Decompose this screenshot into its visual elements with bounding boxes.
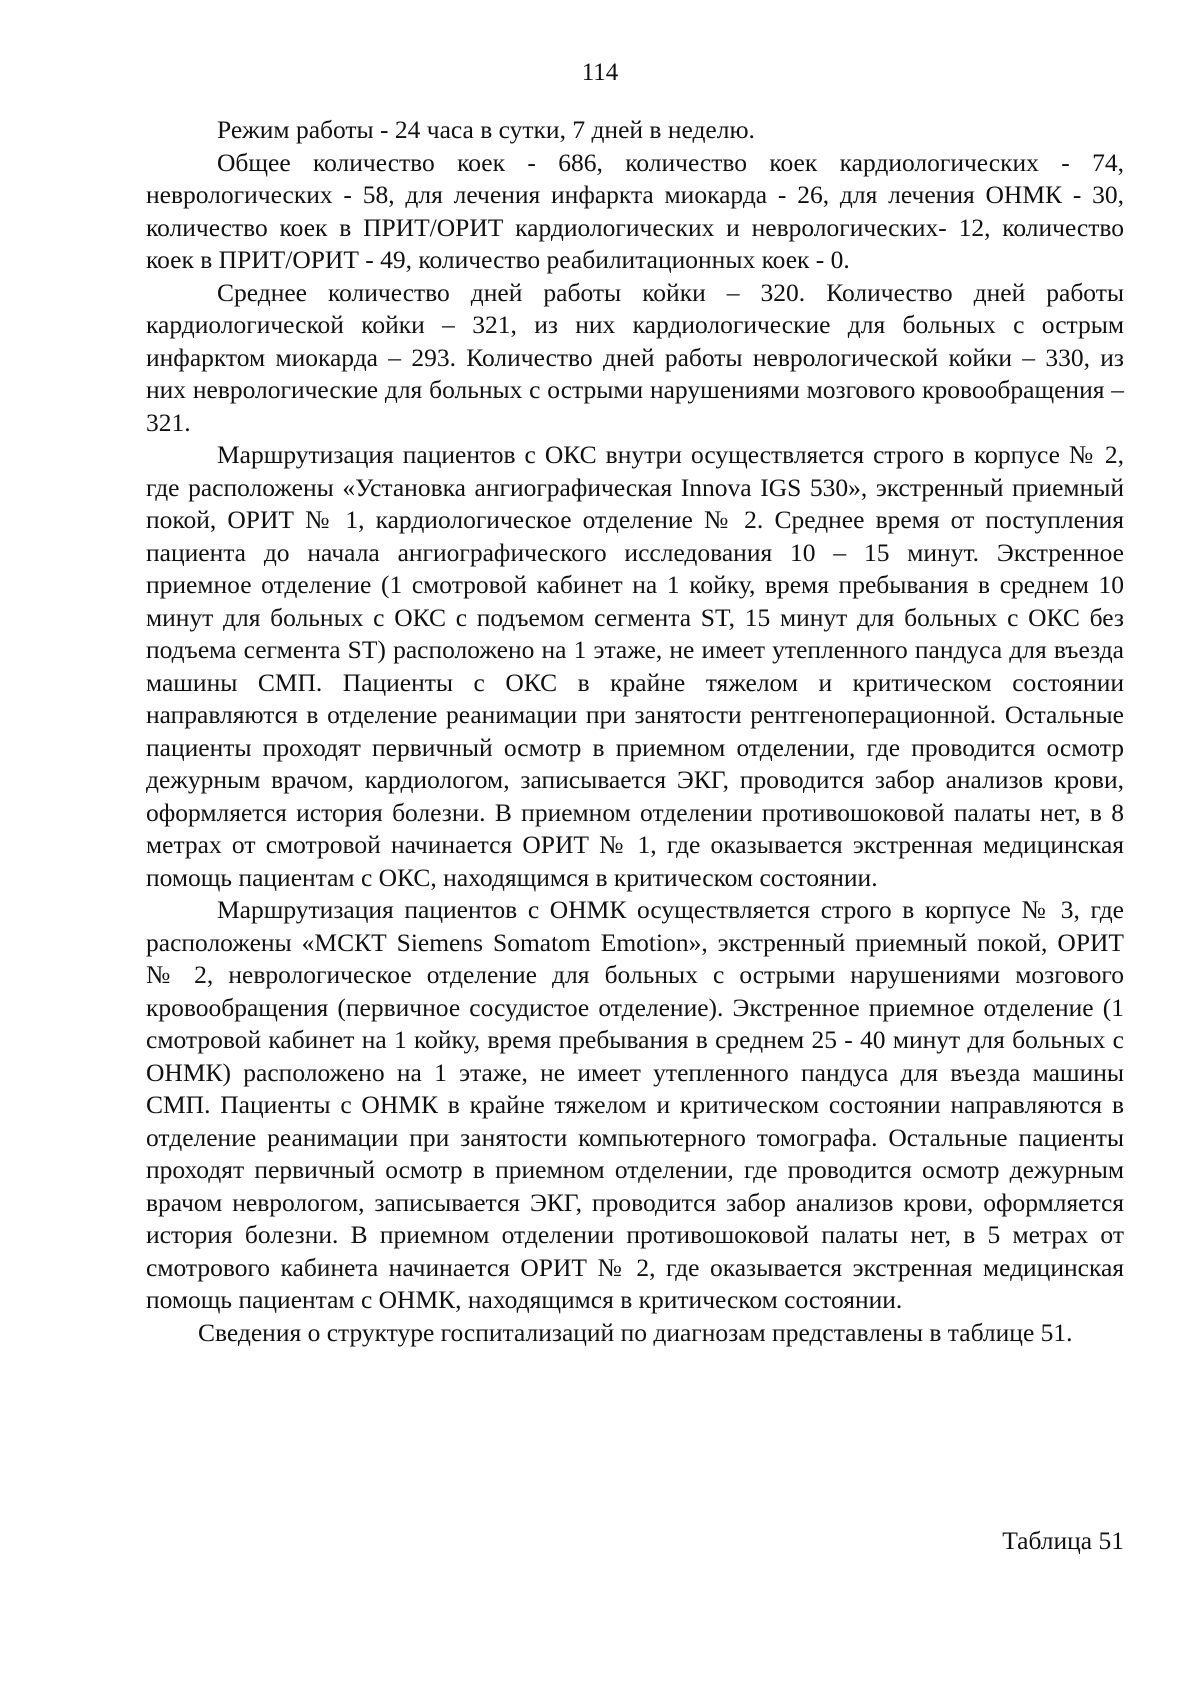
paragraph-acs-routing: Маршрутизация пациентов с ОКС внутри осуществляется строго в корпусе № 2, где расположены «Установка ангиографическая Innova IGS 530», экстренный приемный покой, ОРИТ № 1, кардиологическое отделение № 2. Среднее время от поступления пациента до начала ангиографического исследования 10 – 15 минут. Экстренное приемное отделение (1 смотровой кабинет на 1 койку, время пребывания в среднем 10 минут для больных с ОКС с подъемом сегмента ST, 15 минут для больных с ОКС без подъема сегмента ST) расположено на 1 этаже, не имеет утепленного пандуса для въезда машины СМП. Пациенты с ОКС в крайне тяжелом и критическом состоянии направляются в отделение реанимации при занятости рентгеноперационной. Остальные пациенты проходят первичный осмотр в приемном отделении, где проводится осмотр дежурным врачом, кардиологом, записывается ЭКГ, проводится забор анализов крови, оформляется история болезни. В приемном отделении противошоковой палаты нет, в 8 метрах от смотровой начинается ОРИТ № 1, где оказывается экстренная медицинская помощь пациентам с ОКС, находящимся в критическом состоянии. bbox=[146, 440, 1124, 892]
paragraph-bed-count: Общее количество коек - 686, количество коек кардиологических - 74, неврологических - 58, для лечения инфаркта миокарда - 26, для лечения ОНМК - 30, количество коек в ПРИТ/ОРИТ кардиологических и неврологических- 12, количество коек в ПРИТ/ОРИТ - 49, количество реабилитационных коек - 0. bbox=[146, 147, 1124, 274]
paragraph-work-schedule: Режим работы - 24 часа в сутки, 7 дней в неделю. bbox=[217, 115, 755, 144]
paragraph-hospitalization-structure: Сведения о структуре госпитализаций по диагнозам представлены в таблице 51. bbox=[198, 1317, 1073, 1347]
table-caption: Таблица 51 bbox=[1002, 1526, 1124, 1555]
paragraph-bed-days: Среднее количество дней работы койки – 320. Количество дней работы кардиологической койки – 321, из них кардиологические для больных с острым инфарктом миокарда – 293. Количество дней работы неврологической койки – 330, из них неврологические для больных с острыми нарушениями мозгового кровообращения – 321. bbox=[146, 277, 1124, 437]
body-text bbox=[146, 114, 1124, 1349]
page-number: 114 bbox=[581, 59, 619, 86]
paragraph-stroke-routing: Маршрутизация пациентов с ОНМК осуществляется строго в корпусе № 3, где расположены «МСКТ Siemens Somatom Emotion», экстренный приемный покой, ОРИТ № 2, неврологическое отделение для больных с острыми нарушениями мозгового кровообращения (первичное сосудистое отделение). Экстренное приемное отделение (1 смотровой кабинет на 1 койку, время пребывания в среднем 25 - 40 минут для больных с ОНМК) расположено на 1 этаже, не имеет утепленного пандуса для въезда машины СМП. Пациенты с ОНМК в крайне тяжелом и критическом состоянии направляются в отделение реанимации при занятости компьютерного томографа. Остальные пациенты проходят первичный осмотр в приемном отделении, где проводится осмотр дежурным врачом неврологом, записывается ЭКГ, проводится забор анализов крови, оформляется история болезни. В приемном отделении противошоковой палаты нет, в 5 метрах от смотрового кабинета начинается ОРИТ № 2, где оказывается экстренная медицинская помощь пациентам с ОНМК, находящимся в критическом состоянии. bbox=[146, 895, 1124, 1314]
